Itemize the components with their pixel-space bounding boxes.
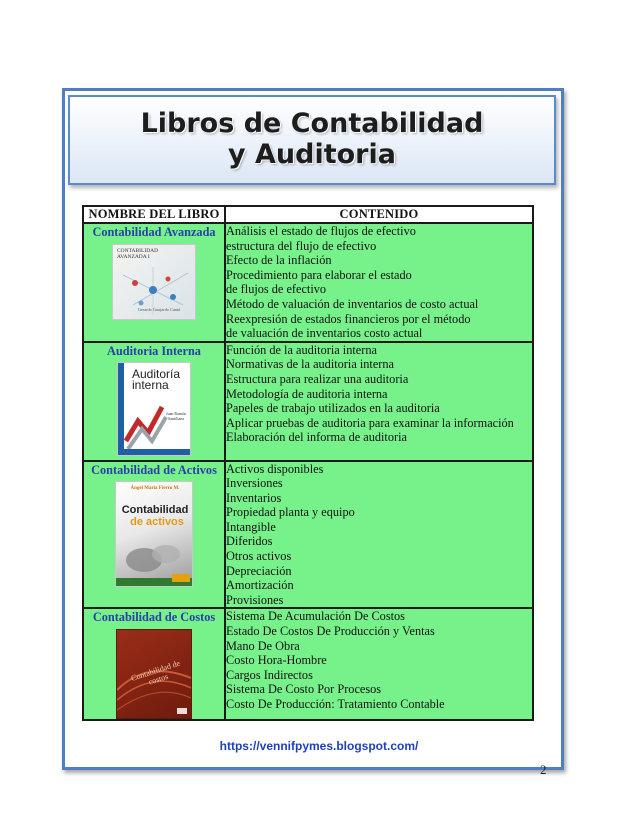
book-name-contabilidad-activos: Contabilidad de Activos xyxy=(91,462,217,477)
table-row xyxy=(83,461,533,609)
book-name-contabilidad-costos: Contabilidad de Costos xyxy=(92,610,216,625)
book-cell xyxy=(83,608,225,720)
cover-author-contabilidad-activos: Ángel María Fierro M. xyxy=(130,486,180,492)
cover-title-auditoria-interna: Auditoría interna xyxy=(132,367,181,393)
cover-title-contabilidad-activos-1: Contabilidad xyxy=(121,504,189,517)
arrows-icon xyxy=(118,363,190,455)
topic: Diferidos xyxy=(226,534,273,549)
topic: Intangible xyxy=(226,519,276,534)
topic: Depreciación xyxy=(226,563,292,578)
book-cell xyxy=(83,223,225,342)
topic: Inversiones xyxy=(226,476,283,491)
page-number: 2 xyxy=(540,762,547,777)
topic: Estructura para realizar una auditoria xyxy=(226,371,409,386)
topic: Provisiones xyxy=(226,592,284,607)
topic: Procedimiento para elaborar el estado xyxy=(226,267,412,282)
topic: Papeles de trabajo utilizados en la auditoria xyxy=(226,401,440,416)
cover-author-contabilidad-avanzada: Gerardo Guajardo Cantú xyxy=(137,306,181,312)
title-line-2: y Auditoria xyxy=(228,139,396,170)
topic: Reexpresión de estados financieros por el método xyxy=(226,311,471,326)
book-cell xyxy=(83,342,225,461)
topic: Inventarios xyxy=(226,490,282,505)
topic: Método de valuación de inventarios de costo actual xyxy=(226,296,479,311)
topic: Cargos Indirectos xyxy=(226,667,313,682)
book-cover-auditoria-interna xyxy=(117,362,191,456)
cover-author-auditoria-interna: Juan Ramón Santillana xyxy=(166,411,186,422)
topic: Propiedad planta y equipo xyxy=(226,505,355,520)
topic: Metodología de auditoria interna xyxy=(226,386,388,401)
topic: Estado De Costos De Producción y Ventas xyxy=(226,624,435,639)
title-line-1: Libros de Contabilidad xyxy=(140,108,484,139)
topic: estructura del flujo de efectivo xyxy=(226,238,377,253)
table-row xyxy=(83,608,533,720)
table-header-row xyxy=(83,206,533,223)
topic: Función de la auditoria interna xyxy=(226,342,377,357)
topic: Activos disponibles xyxy=(226,461,324,476)
topic: Sistema De Acumulación De Costos xyxy=(226,609,405,624)
title-banner xyxy=(68,95,556,185)
header-book-name: NOMBRE DEL LIBRO xyxy=(83,206,225,223)
header-content: CONTENIDO xyxy=(225,206,533,223)
topic: Efecto de la inflación xyxy=(226,253,332,268)
book-cell xyxy=(83,461,225,609)
content-cell xyxy=(225,223,533,342)
topic: Aplicar pruebas de auditoria para examinar la información xyxy=(226,415,514,430)
cover-title-contabilidad-activos-2: de activos xyxy=(130,516,184,529)
book-cover-contabilidad-activos xyxy=(115,481,193,587)
footer-link[interactable]: https://vennifpymes.blogspot.com/ xyxy=(219,739,419,753)
book-name-contabilidad-avanzada: Contabilidad Avanzada xyxy=(92,225,216,239)
row-spacer xyxy=(226,445,532,460)
books-table xyxy=(82,205,534,721)
book-name-auditoria-interna: Auditoria Interna xyxy=(107,343,201,358)
book-cover-contabilidad-costos xyxy=(116,629,192,719)
coins-icon xyxy=(116,482,192,586)
content-cell xyxy=(225,461,533,609)
topic: de valuación de inventarios costo actual xyxy=(226,326,423,341)
topic: Mano De Obra xyxy=(226,638,300,653)
cover-title-contabilidad-avanzada: CONTABILIDAD AVANZADA I xyxy=(117,247,159,261)
table-row xyxy=(83,342,533,461)
topic: Costo De Producción: Tratamiento Contable xyxy=(226,697,445,711)
table-row xyxy=(83,223,533,342)
topic: Amortización xyxy=(226,578,294,593)
cover-title-contabilidad-costos: Contabilidad de costos xyxy=(130,658,182,687)
topic: Otros activos xyxy=(226,549,292,564)
topic: Elaboración del informa de auditoria xyxy=(226,430,407,445)
content-cell xyxy=(225,342,533,461)
topic: de flujos de efectivo xyxy=(226,282,327,297)
book-cover-contabilidad-avanzada xyxy=(112,244,196,320)
topic: Costo Hora-Hombre xyxy=(226,653,327,668)
content-cell xyxy=(225,608,533,720)
topic: Análisis el estado de flujos de efectivo xyxy=(226,224,416,238)
topic: Sistema De Costo Por Procesos xyxy=(226,682,382,697)
topic: Normativas de la auditoria interna xyxy=(226,357,394,372)
